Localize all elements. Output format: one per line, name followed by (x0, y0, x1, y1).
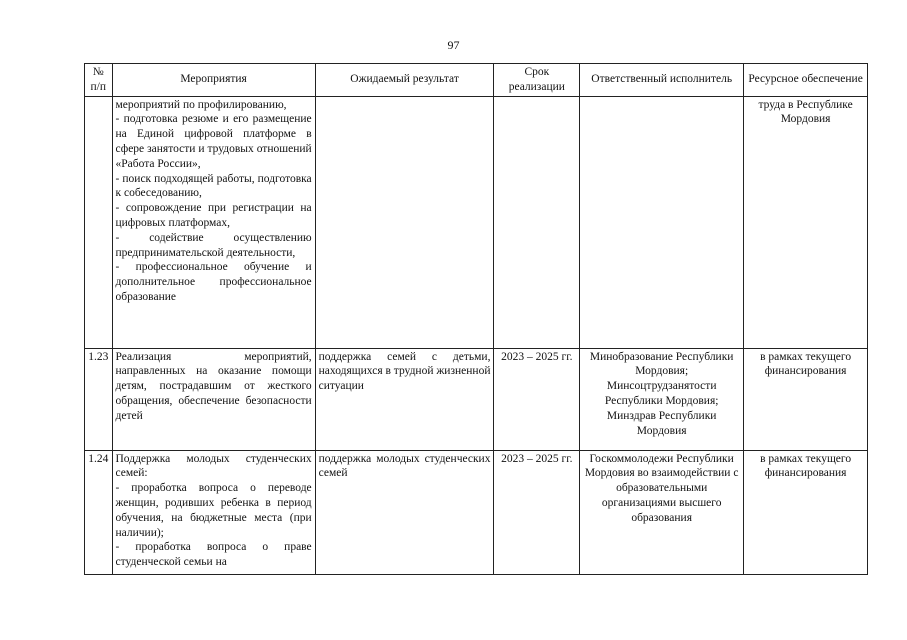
row-resource: в рамках текущего финансирования (744, 450, 868, 574)
row-event (112, 450, 315, 574)
row-event (112, 96, 315, 348)
row-num: 1.23 (85, 348, 113, 450)
header-result: Ожидаемый результат (315, 64, 494, 97)
event-line: - поиск подходящей работы, подготовка к собеседованию, (115, 172, 312, 200)
event-line: - сопровождение при регистрации на цифровых платформах, (115, 202, 312, 229)
event-line: - содействие осуществлению предпринимательской деятельности, (115, 231, 312, 259)
row-num: 1.24 (85, 450, 113, 574)
event-line: - проработка вопроса о праве студенческой семьи на (115, 541, 312, 569)
row-event (112, 348, 315, 450)
table-header-row (85, 64, 868, 97)
row-num (85, 96, 113, 348)
event-line: Поддержка молодых студенческих семей: (115, 452, 312, 480)
row-executor (580, 96, 744, 348)
row-result: поддержка молодых студенческих семей (315, 450, 494, 574)
header-executor: Ответственный исполнитель (580, 64, 744, 97)
table-row (85, 348, 868, 450)
row-term: 2023 – 2025 гг. (494, 348, 580, 450)
event-line: - профессиональное обучение и дополнительное профессиональное образование (115, 261, 312, 303)
row-term: 2023 – 2025 гг. (494, 450, 580, 574)
row-resource: труда в Республике Мордовия (744, 96, 868, 348)
row-result (315, 96, 494, 348)
event-line: - подготовка резюме и его размещение на Единой цифровой платформе в сфере занятости и трудовых отношений «Работа России», (115, 113, 312, 170)
header-num: № п/п (85, 64, 113, 97)
event-line: Реализация мероприятий, направленных на оказание помощи детям, пострадавшим от жесткого обращения, обеспечение безопасности детей (115, 350, 312, 422)
row-result: поддержка семей с детьми, находящихся в трудной жизненной ситуации (315, 348, 494, 450)
page-number: 97 (447, 38, 460, 52)
measures-table (84, 63, 868, 575)
event-line: мероприятий по профилированию, (115, 98, 287, 111)
table-row (85, 450, 868, 574)
row-executor: Госкоммолодежи Республики Мордовия во взаимодействии с образовательными организациями высшего образования (580, 450, 744, 574)
row-term (494, 96, 580, 348)
event-line: - проработка вопроса о переводе женщин, родивших ребенка в период обучения, на бюджетные места (при наличии); (115, 482, 312, 539)
row-resource: в рамках текущего финансирования (744, 348, 868, 450)
header-resource: Ресурсное обеспечение (744, 64, 868, 97)
row-executor: Минобразование Республики Мордовия; Минсоцтрудзанятости Республики Мордовия; Минздрав Республики Мордовия (580, 348, 744, 450)
header-event: Мероприятия (112, 64, 315, 97)
table-row (85, 96, 868, 348)
header-term: Срок реализации (494, 64, 580, 97)
